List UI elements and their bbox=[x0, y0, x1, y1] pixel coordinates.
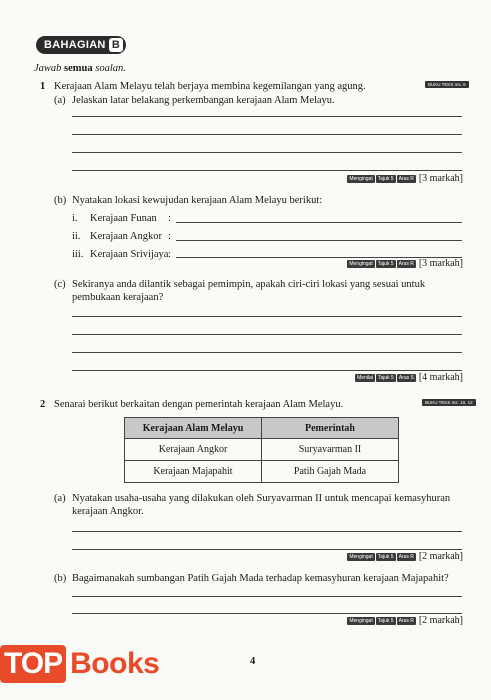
answer-line[interactable] bbox=[72, 370, 462, 371]
answer-line[interactable] bbox=[72, 316, 462, 317]
q1c-tags: Menilai Tajuk 5 Aras S bbox=[357, 374, 414, 381]
answer-line[interactable] bbox=[72, 352, 462, 353]
q1c-footer bbox=[355, 372, 463, 383]
table-row bbox=[125, 461, 399, 483]
q2b-label: (b) bbox=[54, 573, 67, 584]
section-letter: B bbox=[109, 38, 123, 52]
q1c-text-line2: pembukaan kerajaan? bbox=[72, 292, 164, 303]
table-header-row bbox=[125, 418, 399, 439]
answer-line[interactable] bbox=[72, 170, 462, 171]
ruler-table-wrapper bbox=[124, 417, 399, 483]
topbooks-logo bbox=[0, 644, 180, 684]
answer-line[interactable] bbox=[72, 152, 462, 153]
q2b-marks: [2 markah] bbox=[418, 615, 463, 626]
answer-line[interactable] bbox=[72, 613, 462, 614]
q1c-text-line1: Sekiranya anda dilantik sebagai pemimpin, apakah ciri-ciri lokasi yang sesuai untuk bbox=[72, 279, 426, 290]
q1b-item-text: Kerajaan Angkor bbox=[90, 231, 163, 242]
answer-line[interactable] bbox=[72, 116, 462, 117]
answer-line[interactable] bbox=[72, 531, 462, 532]
q1c-label: (c) bbox=[54, 279, 66, 290]
table-cell: Patih Gajah Mada bbox=[262, 461, 399, 483]
q1b-item-text: Kerajaan Srivijaya bbox=[90, 249, 169, 260]
answer-line[interactable] bbox=[176, 222, 462, 223]
q1-number: 1 bbox=[40, 81, 46, 92]
answer-line[interactable] bbox=[72, 596, 462, 597]
q1b-item-num: ii. bbox=[72, 231, 81, 242]
table-header: Pemerintah bbox=[262, 418, 399, 439]
q1a-footer bbox=[347, 173, 463, 184]
q1b-item-colon: : bbox=[168, 249, 171, 260]
q2a-text-line2: kerajaan Angkor. bbox=[72, 506, 144, 517]
section-label: BAHAGIAN bbox=[44, 39, 106, 51]
q1b-label: (b) bbox=[54, 195, 67, 206]
q2a-tags: Mengingat Tajuk 5 Aras R bbox=[349, 553, 414, 560]
q1b-item-colon: : bbox=[168, 231, 171, 242]
q2a-footer bbox=[347, 551, 463, 562]
q1c-marks: [4 markah] bbox=[418, 372, 463, 383]
q2-number: 2 bbox=[40, 399, 46, 410]
q1a-tags: Mengingat Tajuk 5 Aras R bbox=[349, 175, 414, 182]
q2-ref-tag: BUKU TEKS ms. 10, 12 bbox=[422, 399, 476, 406]
q1-ref-tag: BUKU TEKS ms. 6 bbox=[425, 81, 469, 88]
table-cell: Kerajaan Angkor bbox=[125, 439, 262, 461]
q2b-tags: Mengingat Tajuk 5 Aras R bbox=[349, 617, 414, 624]
table-row bbox=[125, 439, 399, 461]
answer-line[interactable] bbox=[72, 334, 462, 335]
q2a-label: (a) bbox=[54, 493, 66, 504]
logo-books: Books bbox=[70, 647, 160, 680]
answer-line[interactable] bbox=[72, 134, 462, 135]
section-badge bbox=[36, 36, 126, 54]
q2b-text: Bagaimanakah sumbangan Patih Gajah Mada terhadap kemasyhuran kerajaan Majapahit? bbox=[72, 573, 449, 584]
page-number: 4 bbox=[250, 656, 256, 667]
table-header: Kerajaan Alam Melayu bbox=[125, 418, 262, 439]
q1b-item-num: iii. bbox=[72, 249, 84, 260]
table-cell: Suryavarman II bbox=[262, 439, 399, 461]
q1b-footer bbox=[347, 258, 463, 269]
q2-stem: Senarai berikut berkaitan dengan pemerintah kerajaan Alam Melayu. bbox=[54, 399, 344, 410]
q1a-label: (a) bbox=[54, 95, 66, 106]
q1b-item-num: i. bbox=[72, 213, 78, 224]
q2a-text-line1: Nyatakan usaha-usaha yang dilakukan oleh Suryavarman II untuk mencapai kemasyhuran bbox=[72, 493, 451, 504]
answer-line[interactable] bbox=[176, 240, 462, 241]
ruler-table bbox=[124, 417, 399, 483]
answer-line[interactable] bbox=[72, 549, 462, 550]
q2b-footer bbox=[347, 615, 463, 626]
logo-top: TOP bbox=[0, 645, 66, 683]
q1-stem: Kerajaan Alam Melayu telah berjaya membina kegemilangan yang agung. bbox=[54, 81, 366, 92]
q2a-marks: [2 markah] bbox=[418, 551, 463, 562]
q1a-marks: [3 markah] bbox=[418, 173, 463, 184]
q1a-text: Jelaskan latar belakang perkembangan kerajaan Alam Melayu. bbox=[72, 95, 335, 106]
q1b-marks: [3 markah] bbox=[418, 258, 463, 269]
table-cell: Kerajaan Majapahit bbox=[125, 461, 262, 483]
q1b-item-text: Kerajaan Funan bbox=[90, 213, 157, 224]
q1b-tags: Mengingat Tajuk 5 Aras R bbox=[349, 260, 414, 267]
instruction: Jawab semua soalan. bbox=[34, 63, 126, 74]
q1b-item-colon: : bbox=[168, 213, 171, 224]
q1b-text: Nyatakan lokasi kewujudan kerajaan Alam Melayu berikut: bbox=[72, 195, 323, 206]
